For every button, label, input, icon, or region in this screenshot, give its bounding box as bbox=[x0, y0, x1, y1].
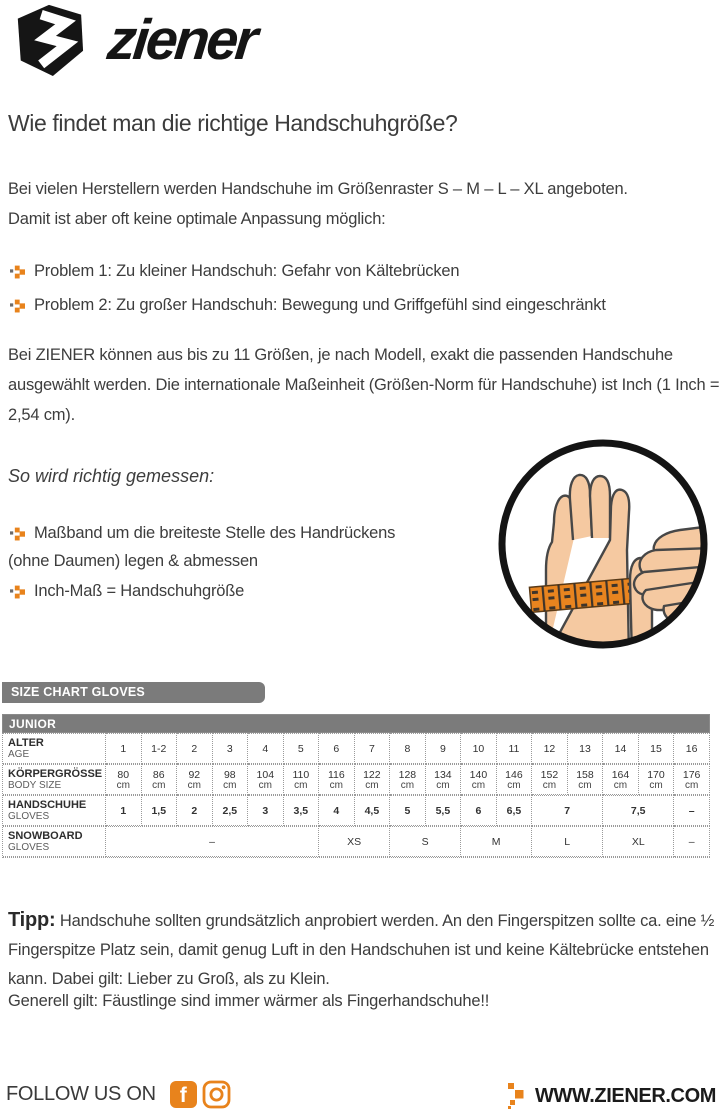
size-cell: 3 bbox=[213, 733, 249, 764]
size-cell: – bbox=[106, 826, 319, 857]
size-cell: 146 cm bbox=[497, 764, 533, 795]
tip-label: Tipp: bbox=[8, 908, 56, 931]
size-cell: M bbox=[461, 826, 532, 857]
junior-size-table bbox=[2, 733, 710, 858]
size-cell: 6 bbox=[461, 795, 497, 826]
size-chart-table bbox=[2, 714, 710, 858]
size-cell: 2 bbox=[177, 733, 213, 764]
chevron-bullet-icon bbox=[10, 584, 25, 599]
general-note: Generell gilt: Fäustlinge sind immer wärmer als Fingerhandschuhe!! bbox=[8, 992, 490, 1010]
size-cell: 122 cm bbox=[355, 764, 391, 795]
measure-step-1-text: Maßband um die breiteste Stelle des Handrückens bbox=[34, 524, 396, 542]
chevron-bullet-icon bbox=[10, 264, 25, 279]
size-cell: 1-2 bbox=[142, 733, 178, 764]
intro-line-2: Damit ist aber oft keine optimale Anpassung möglich: bbox=[8, 210, 386, 228]
row-label: KÖRPERGRÖSSE BODY SIZE bbox=[3, 764, 106, 795]
size-cell: 8 bbox=[390, 733, 426, 764]
intro-paragraph bbox=[8, 174, 720, 234]
size-cell: 1 bbox=[106, 795, 142, 826]
size-cell: 1 bbox=[106, 733, 142, 764]
size-cell: 116 cm bbox=[319, 764, 355, 795]
tip-paragraph bbox=[8, 906, 718, 994]
size-cell: 3 bbox=[248, 795, 284, 826]
chevron-arrow-icon bbox=[508, 1083, 527, 1109]
size-cell: 4,5 bbox=[355, 795, 391, 826]
size-cell: 2,5 bbox=[213, 795, 249, 826]
size-cell: 16 bbox=[674, 733, 710, 764]
size-cell: 170 cm bbox=[639, 764, 675, 795]
size-cell: 11 bbox=[497, 733, 533, 764]
table-row bbox=[3, 826, 710, 857]
measure-heading: So wird richtig gemessen: bbox=[8, 466, 215, 486]
size-cell: 158 cm bbox=[568, 764, 604, 795]
row-label: ALTER AGE bbox=[3, 733, 106, 764]
ziener-logo bbox=[8, 2, 259, 78]
size-cell: XL bbox=[603, 826, 674, 857]
size-cell: 128 cm bbox=[390, 764, 426, 795]
measure-step-1-continued: (ohne Daumen) legen & abmessen bbox=[8, 552, 258, 570]
size-cell: 3,5 bbox=[284, 795, 320, 826]
ziener-shield-logo-icon bbox=[8, 2, 88, 78]
row-label: HANDSCHUHE GLOVES bbox=[3, 795, 106, 826]
size-cell: 92 cm bbox=[177, 764, 213, 795]
chevron-bullet-icon bbox=[10, 526, 25, 541]
size-cell: 2 bbox=[177, 795, 213, 826]
measuring-illustration bbox=[494, 430, 712, 658]
table-row bbox=[3, 795, 710, 826]
problem-2-text: Problem 2: Zu großer Handschuh: Bewegung und Griffgefühl sind eingeschränkt bbox=[34, 296, 606, 314]
size-cell: 110 cm bbox=[284, 764, 320, 795]
size-cell: – bbox=[674, 826, 710, 857]
size-cell: 176 cm bbox=[674, 764, 710, 795]
follow-us-label: FOLLOW US ON bbox=[6, 1083, 156, 1105]
table-row bbox=[3, 733, 710, 764]
page-title: Wie findet man die richtige Handschuhgröße? bbox=[8, 110, 458, 136]
size-cell: 7 bbox=[355, 733, 391, 764]
size-cell: 7 bbox=[532, 795, 603, 826]
tip-text: Handschuhe sollten grundsätzlich anprobiert werden. An den Fingerspitzen sollte ca. eine ½ Fingerspitze Platz sein, damit genug Luft in den Handschuhen ist und keine Kältebrücke entstehen kann. Dabei gilt: Lieber zu Groß, als zu Klein. bbox=[8, 911, 715, 988]
size-cell: – bbox=[674, 795, 710, 826]
size-cell: S bbox=[390, 826, 461, 857]
measure-step-2-text: Inch-Maß = Handschuhgröße bbox=[34, 582, 245, 600]
size-cell: 1,5 bbox=[142, 795, 178, 826]
size-cell: 5 bbox=[284, 733, 320, 764]
size-cell: 152 cm bbox=[532, 764, 568, 795]
footer-website bbox=[508, 1083, 716, 1109]
size-cell: 86 cm bbox=[142, 764, 178, 795]
size-cell: L bbox=[532, 826, 603, 857]
website-url[interactable]: WWW.ZIENER.COM bbox=[534, 1084, 716, 1107]
problem-list bbox=[8, 260, 606, 316]
size-cell: 134 cm bbox=[426, 764, 462, 795]
instagram-icon[interactable] bbox=[202, 1080, 231, 1109]
ziener-sizes-paragraph: Bei ZIENER können aus bis zu 11 Größen, je nach Modell, exakt die passenden Handschuhe ausgewählt werden. Die internationale Maßeinheit (Größen-Norm für Handschuhe) ist Inch (1 Inch = 2,54 cm). bbox=[8, 346, 720, 424]
footer-social bbox=[6, 1080, 231, 1109]
row-label: SNOWBOARD GLOVES bbox=[3, 826, 106, 857]
size-cell: 9 bbox=[426, 733, 462, 764]
size-cell: 4 bbox=[319, 795, 355, 826]
size-cell: 6 bbox=[319, 733, 355, 764]
size-cell: 164 cm bbox=[603, 764, 639, 795]
size-cell: 15 bbox=[639, 733, 675, 764]
size-table-body bbox=[3, 733, 710, 857]
size-cell: 10 bbox=[461, 733, 497, 764]
problem-1-text: Problem 1: Zu kleiner Handschuh: Gefahr von Kältebrücken bbox=[34, 262, 460, 280]
list-item bbox=[8, 580, 244, 602]
chevron-bullet-icon bbox=[10, 298, 25, 313]
table-row bbox=[3, 764, 710, 795]
size-chart-section-header: JUNIOR bbox=[2, 714, 710, 733]
ziener-wordmark: ziener bbox=[104, 8, 259, 72]
facebook-icon[interactable]: f bbox=[170, 1081, 197, 1108]
size-cell: 140 cm bbox=[461, 764, 497, 795]
intro-line-1: Bei vielen Herstellern werden Handschuhe im Größenraster S – M – L – XL angeboten. bbox=[8, 180, 628, 198]
list-item bbox=[8, 522, 395, 544]
size-cell: XS bbox=[319, 826, 390, 857]
size-cell: 98 cm bbox=[213, 764, 249, 795]
size-cell: 12 bbox=[532, 733, 568, 764]
size-cell: 6,5 bbox=[497, 795, 533, 826]
size-cell: 5 bbox=[390, 795, 426, 826]
size-cell: 5,5 bbox=[426, 795, 462, 826]
size-cell: 80 cm bbox=[106, 764, 142, 795]
size-cell: 4 bbox=[248, 733, 284, 764]
list-item bbox=[8, 260, 606, 282]
size-cell: 13 bbox=[568, 733, 604, 764]
size-cell: 14 bbox=[603, 733, 639, 764]
size-cell: 104 cm bbox=[248, 764, 284, 795]
list-item bbox=[8, 294, 606, 316]
size-chart-banner: SIZE CHART GLOVES bbox=[2, 682, 265, 703]
size-cell: 7,5 bbox=[603, 795, 674, 826]
